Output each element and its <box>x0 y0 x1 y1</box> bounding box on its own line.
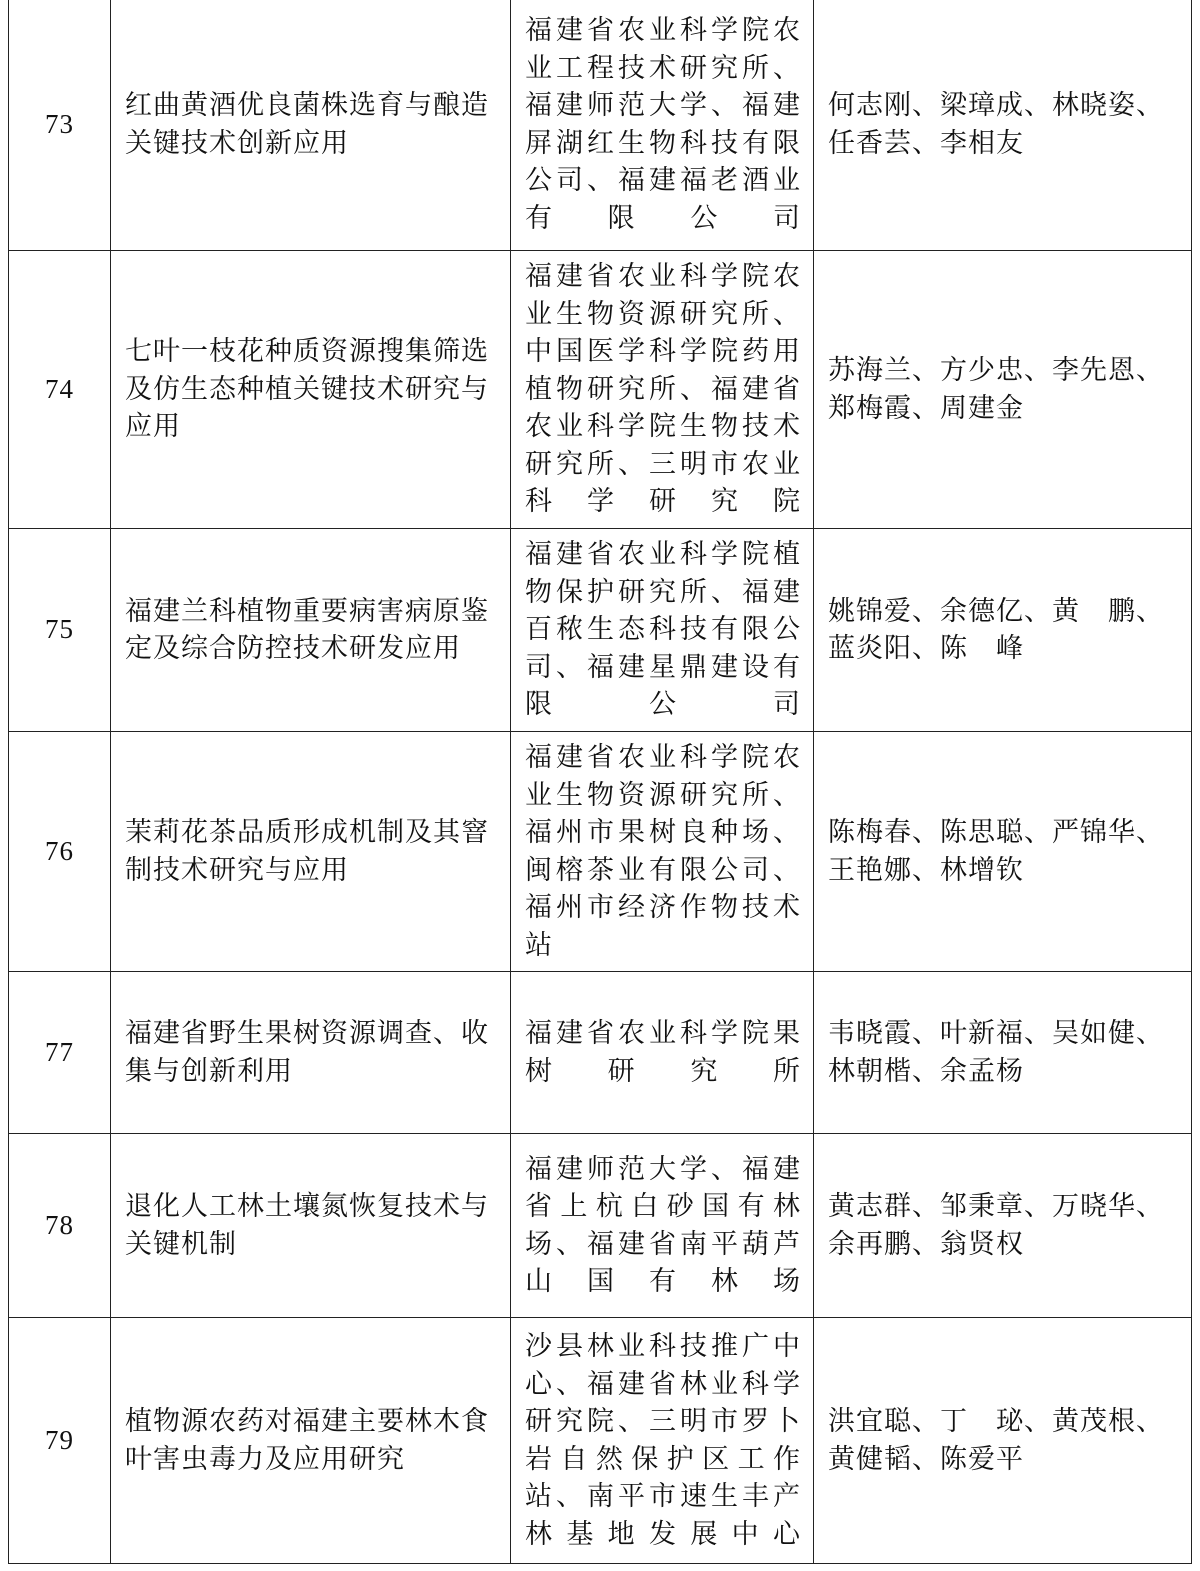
table-row <box>9 732 1192 972</box>
project-name: 退化人工林土壤氮恢复技术与关键机制 <box>111 1134 511 1318</box>
row-number: 73 <box>9 0 111 251</box>
award-table <box>8 0 1192 1564</box>
project-name: 植物源农药对福建主要林木食叶害虫毒力及应用研究 <box>111 1318 511 1564</box>
project-name: 七叶一枝花种质资源搜集筛选及仿生态种植关键技术研究与应用 <box>111 251 511 529</box>
row-number: 76 <box>9 732 111 972</box>
completing-people: 韦晓霞、叶新福、吴如健、林朝楷、余孟杨 <box>814 972 1192 1134</box>
project-name: 福建省野生果树资源调查、收集与创新利用 <box>111 972 511 1134</box>
completing-people: 洪宜聪、丁 珌、黄茂根、黄健韬、陈爱平 <box>814 1318 1192 1564</box>
completing-units: 福建师范大学、福建省上杭白砂国有林场、福建省南平葫芦山国有林场 <box>511 1134 814 1318</box>
row-number: 75 <box>9 529 111 732</box>
completing-units: 沙县林业科技推广中心、福建省林业科学研究院、三明市罗卜岩自然保护区工作站、南平市速生丰产林基地发展中心 <box>511 1318 814 1564</box>
project-name: 茉莉花茶品质形成机制及其窨制技术研究与应用 <box>111 732 511 972</box>
row-number: 77 <box>9 972 111 1134</box>
completing-people: 何志刚、梁璋成、林晓姿、任香芸、李相友 <box>814 0 1192 251</box>
row-number: 74 <box>9 251 111 529</box>
completing-units: 福建省农业科学院农业工程技术研究所、福建师范大学、福建屏湖红生物科技有限公司、福建福老酒业有限公司 <box>511 0 814 251</box>
row-number: 79 <box>9 1318 111 1564</box>
project-name: 福建兰科植物重要病害病原鉴定及综合防控技术研发应用 <box>111 529 511 732</box>
completing-people: 姚锦爱、余德亿、黄 鹏、蓝炎阳、陈 峰 <box>814 529 1192 732</box>
completing-people: 苏海兰、方少忠、李先恩、郑梅霞、周建金 <box>814 251 1192 529</box>
table-row <box>9 251 1192 529</box>
completing-units: 福建省农业科学院农业生物资源研究所、中国医学科学院药用植物研究所、福建省农业科学院生物技术研究所、三明市农业科学研究院 <box>511 251 814 529</box>
row-number: 78 <box>9 1134 111 1318</box>
table-row <box>9 529 1192 732</box>
table-row <box>9 1134 1192 1318</box>
project-name: 红曲黄酒优良菌株选育与酿造关键技术创新应用 <box>111 0 511 251</box>
completing-units: 福建省农业科学院植物保护研究所、福建百秾生态科技有限公司、福建星鼎建设有限公司 <box>511 529 814 732</box>
table-row <box>9 0 1192 251</box>
completing-people: 黄志群、邹秉章、万晓华、余再鹏、翁贤权 <box>814 1134 1192 1318</box>
completing-units: 福建省农业科学院果树研究所 <box>511 972 814 1134</box>
table-row <box>9 972 1192 1134</box>
completing-units: 福建省农业科学院农业生物资源研究所、福州市果树良种场、闽榕茶业有限公司、福州市经济作物技术站 <box>511 732 814 972</box>
table-row <box>9 1318 1192 1564</box>
completing-people: 陈梅春、陈思聪、严锦华、王艳娜、林增钦 <box>814 732 1192 972</box>
